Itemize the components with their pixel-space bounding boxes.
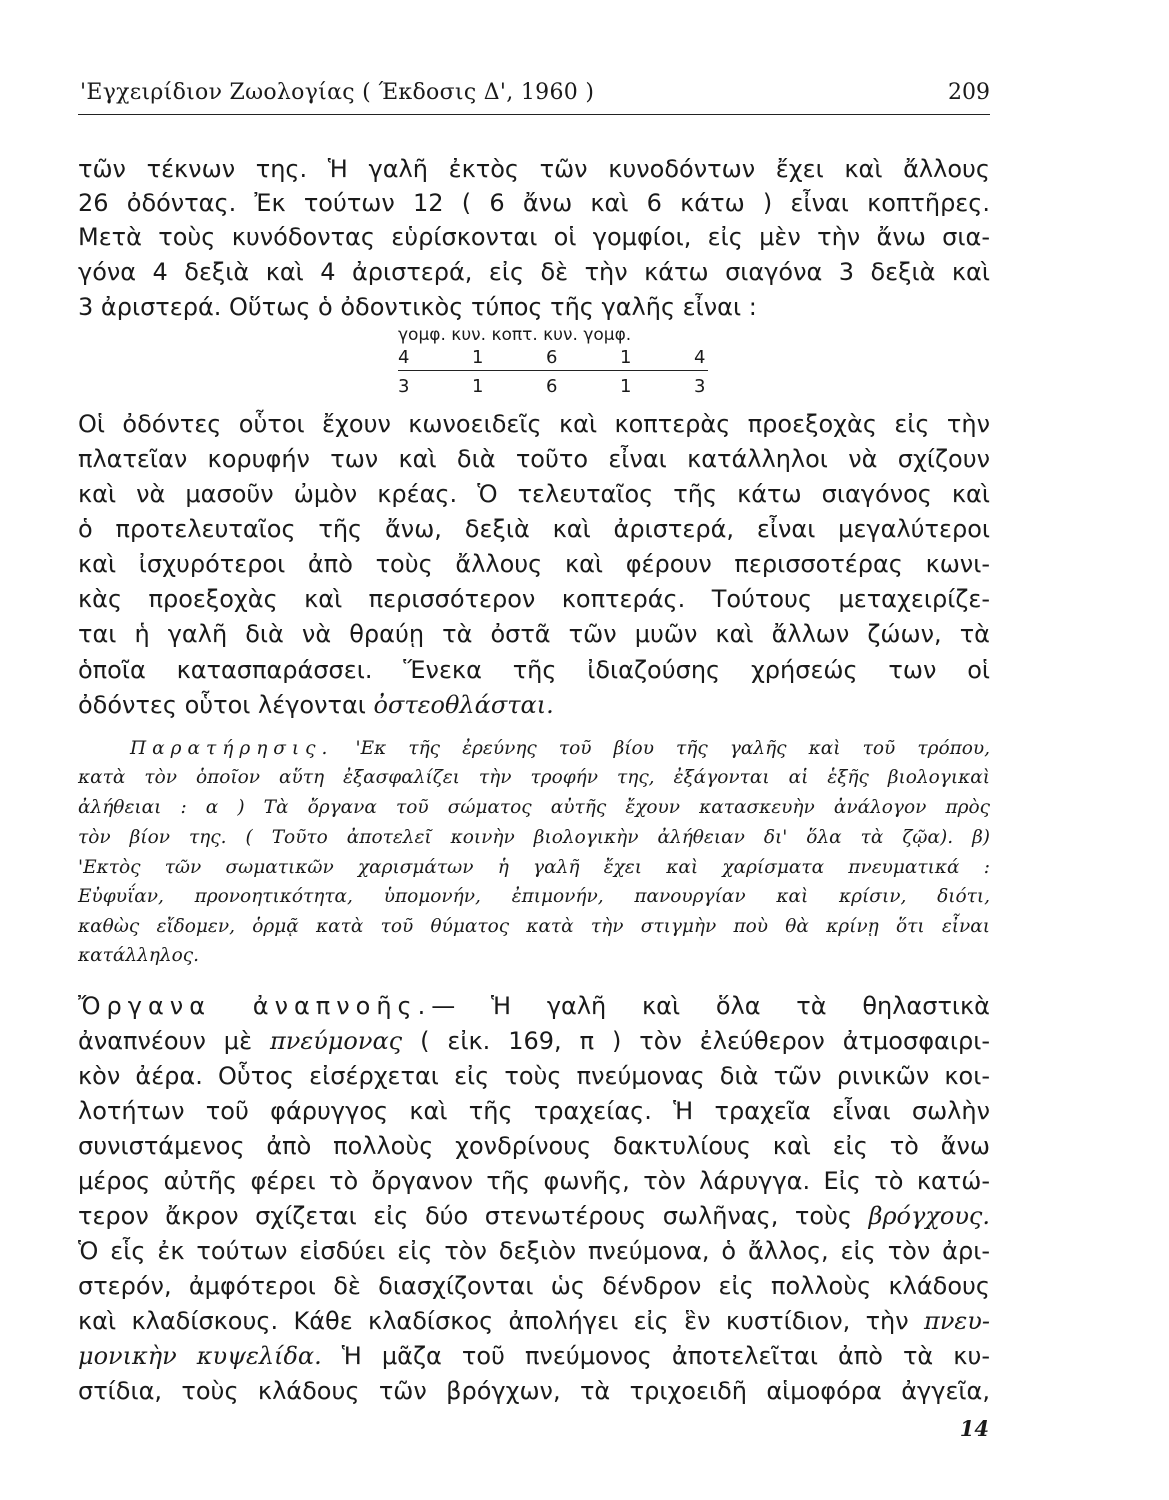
- formula-value: 1: [620, 347, 632, 368]
- text-line: [78, 688, 990, 722]
- text-line: [78, 1304, 990, 1338]
- text-line: γόνα 4 δεξιὰ καὶ 4 ἀριστερά, εἰς δὲ τὴν κάτω σιαγόνα 3 δεξιὰ καὶ: [78, 258, 990, 286]
- text-line: κὰς προεξοχὰς καὶ περισσότερον κοπτεράς. Τούτους μεταχειρίζε-: [78, 585, 990, 613]
- text-line: πλατεῖαν κορυφήν των καὶ διὰ τοῦτο εἶναι κατάλληλοι νὰ σχίζουν: [78, 445, 990, 473]
- text-span: — Ἡ γαλῆ καὶ ὅλα τὰ θηλαστικὰ: [431, 992, 990, 1020]
- formula-value: 3: [398, 376, 410, 397]
- text-line: [78, 1199, 990, 1233]
- text-span: ἀναπνέουν μὲ: [78, 1027, 270, 1055]
- term-kypselida: μονικὴν κυψελίδα.: [78, 1342, 322, 1370]
- text-line: τῶν τέκνων της. Ἡ γαλῆ ἐκτὸς τῶν κυνοδόντων ἔχει καὶ ἄλλους: [78, 155, 990, 183]
- text-span: ( εἰκ. 169, π ) τὸν ἐλεύθερον ἀτμοσφαιρι-: [402, 1027, 990, 1055]
- formula-value: 3: [694, 376, 706, 397]
- formula-upper: [398, 347, 768, 368]
- text-span: τερον ἄκρον σχίζεται εἰς δύο στενωτέρους σωλῆνας, τοὺς: [78, 1202, 869, 1230]
- text-line: ὁποῖα κατασπαράσσει. Ἕνεκα τῆς ἰδιαζούσης χρήσεώς των οἱ: [78, 656, 990, 684]
- note-line: κατάλληλος.: [78, 945, 199, 966]
- text-line: [78, 989, 990, 1023]
- running-header: [78, 74, 990, 115]
- text-line: ὁ προτελευταῖος τῆς ἄνω, δεξιὰ καὶ ἀριστερά, εἶναι μεγαλύτεροι: [78, 515, 990, 543]
- formula-labels: γομφ. κυν. κοπτ. κυν. γομφ.: [398, 325, 632, 345]
- formula-value: 6: [546, 376, 558, 397]
- text-line: λοτήτων τοῦ φάρυγγος καὶ τῆς τραχείας. Ἡ τραχεῖα εἶναι σωλὴν: [78, 1097, 990, 1125]
- formula-lower: [398, 376, 768, 397]
- text-line: [78, 1024, 990, 1058]
- text-span: καὶ κλαδίσκους. Κάθε κλαδίσκος ἀπολήγει εἰς ἓν κυστίδιον, τὴν: [78, 1307, 925, 1335]
- text-line: κὸν ἀέρα. Οὗτος εἰσέρχεται εἰς τοὺς πνεύμονας διὰ τῶν ρινικῶν κοι-: [78, 1062, 990, 1090]
- text-line: Οἱ ὀδόντες οὗτοι ἔχουν κωνοειδεῖς καὶ κοπτερὰς προεξοχὰς εἰς τὴν: [78, 410, 990, 438]
- note-line: Εὐφυΐαν, προνοητικότητα, ὑπομονήν, ἐπιμονήν, πανουργίαν καὶ κρίσιν, διότι,: [78, 886, 990, 907]
- text-line: 26 ὀδόντας. Ἐκ τούτων 12 ( 6 ἄνω καὶ 6 κάτω ) εἶναι κοπτῆρες.: [78, 189, 990, 217]
- text-line: στερόν, ἀμφότεροι δὲ διασχίζονται ὡς δένδρον εἰς πολλοὺς κλάδους: [78, 1272, 990, 1300]
- text-span: ὀδόντες οὗτοι λέγονται: [78, 691, 374, 719]
- note-line: κατὰ τὸν ὁποῖον αὕτη ἐξασφαλίζει τὴν τροφήν της, ἐξάγονται αἱ ἑξῆς βιολογικαὶ: [78, 767, 990, 788]
- text-line: 3 ἀριστερά. Οὕτως ὁ ὀδοντικὸς τύπος τῆς γαλῆς εἶναι :: [78, 293, 757, 321]
- formula-value: 1: [472, 347, 484, 368]
- text-line: καὶ ἰσχυρότεροι ἀπὸ τοὺς ἄλλους καὶ φέρουν περισσοτέρας κωνι-: [78, 550, 990, 578]
- text-line: στίδια, τοὺς κλάδους τῶν βρόγχων, τὰ τριχοειδῆ αἱμοφόρα ἀγγεῖα,: [78, 1377, 990, 1405]
- formula-value: 6: [546, 347, 558, 368]
- note-line: 'Εκτὸς τῶν σωματικῶν χαρισμάτων ἡ γαλῆ ἔχει καὶ χαρίσματα πνευματικά :: [78, 857, 990, 878]
- text-line: μέρος αὐτῆς φέρει τὸ ὄργανον τῆς φωνῆς, τὸν λάρυγγα. Εἰς τὸ κατώ-: [78, 1167, 990, 1195]
- text-line: ται ἡ γαλῆ διὰ νὰ θραύῃ τὰ ὀστᾶ τῶν μυῶν καὶ ἄλλων ζώων, τὰ: [78, 620, 990, 648]
- term-brogchous: βρόγχους.: [868, 1202, 990, 1230]
- note-label: Παρατήρησις.: [130, 738, 334, 759]
- text-line: συνιστάμενος ἀπὸ πολλοὺς χονδρίνους δακτυλίους καὶ εἰς τὸ ἄνω: [78, 1132, 990, 1160]
- book-title: 'Εγχειρίδιον Ζωολογίας ( Έκδοσις Δ', 1960 ): [80, 80, 595, 105]
- page-number: 209: [948, 80, 990, 105]
- note-line: τὸν βίον της. ( Τοῦτο ἀποτελεῖ κοινὴν βιολογικὴν ἀλήθειαν δι' ὅλα τὰ ζῷα). β): [78, 827, 990, 848]
- text-line: [78, 1339, 990, 1373]
- formula-value: 1: [472, 376, 484, 397]
- text-line: Μετὰ τοὺς κυνόδοντας εὑρίσκονται οἱ γομφίοι, εἰς μὲν τὴν ἄνω σια-: [78, 223, 990, 251]
- signature-mark: 14: [959, 1416, 989, 1441]
- note-line: ἀλήθειαι : α ) Τὰ ὄργανα τοῦ σώματος αὐτῆς ἔχουν κατασκευὴν ἀνάλογον πρὸς: [78, 797, 990, 818]
- formula-value: 1: [620, 376, 632, 397]
- term-pneumonike: πνευ-: [924, 1307, 990, 1335]
- text-span: Ἡ μᾶζα τοῦ πνεύμονος ἀποτελεῖται ἀπὸ τὰ κυ-: [321, 1342, 990, 1370]
- term-osteothlastai: ὀστεοθλάσται.: [373, 691, 554, 719]
- note-text: 'Εκ τῆς ἐρεύνης τοῦ βίου τῆς γαλῆς καὶ τοῦ τρόπου,: [355, 738, 990, 759]
- section-heading: Ὄργανα ἀναπνοῆς.: [78, 992, 432, 1020]
- note-line: καθὼς εἴδομεν, ὁρμᾷ κατὰ τοῦ θύματος κατὰ τὴν στιγμὴν ποὺ θὰ κρίνῃ ὅτι εἶναι: [78, 916, 990, 937]
- note-line: [130, 735, 990, 763]
- term-pneumonas: πνεύμονας: [270, 1027, 403, 1055]
- formula-value: 4: [398, 347, 410, 368]
- text-line: καὶ νὰ μασοῦν ὠμὸν κρέας. Ὁ τελευταῖος τῆς κάτω σιαγόνος καὶ: [78, 480, 990, 508]
- dental-formula: [398, 325, 718, 400]
- text-line: Ὁ εἷς ἐκ τούτων εἰσδύει εἰς τὸν δεξιὸν πνεύμονα, ὁ ἄλλος, εἰς τὸν ἀρι-: [78, 1237, 990, 1265]
- formula-value: 4: [694, 347, 706, 368]
- fraction-bar: [398, 370, 708, 371]
